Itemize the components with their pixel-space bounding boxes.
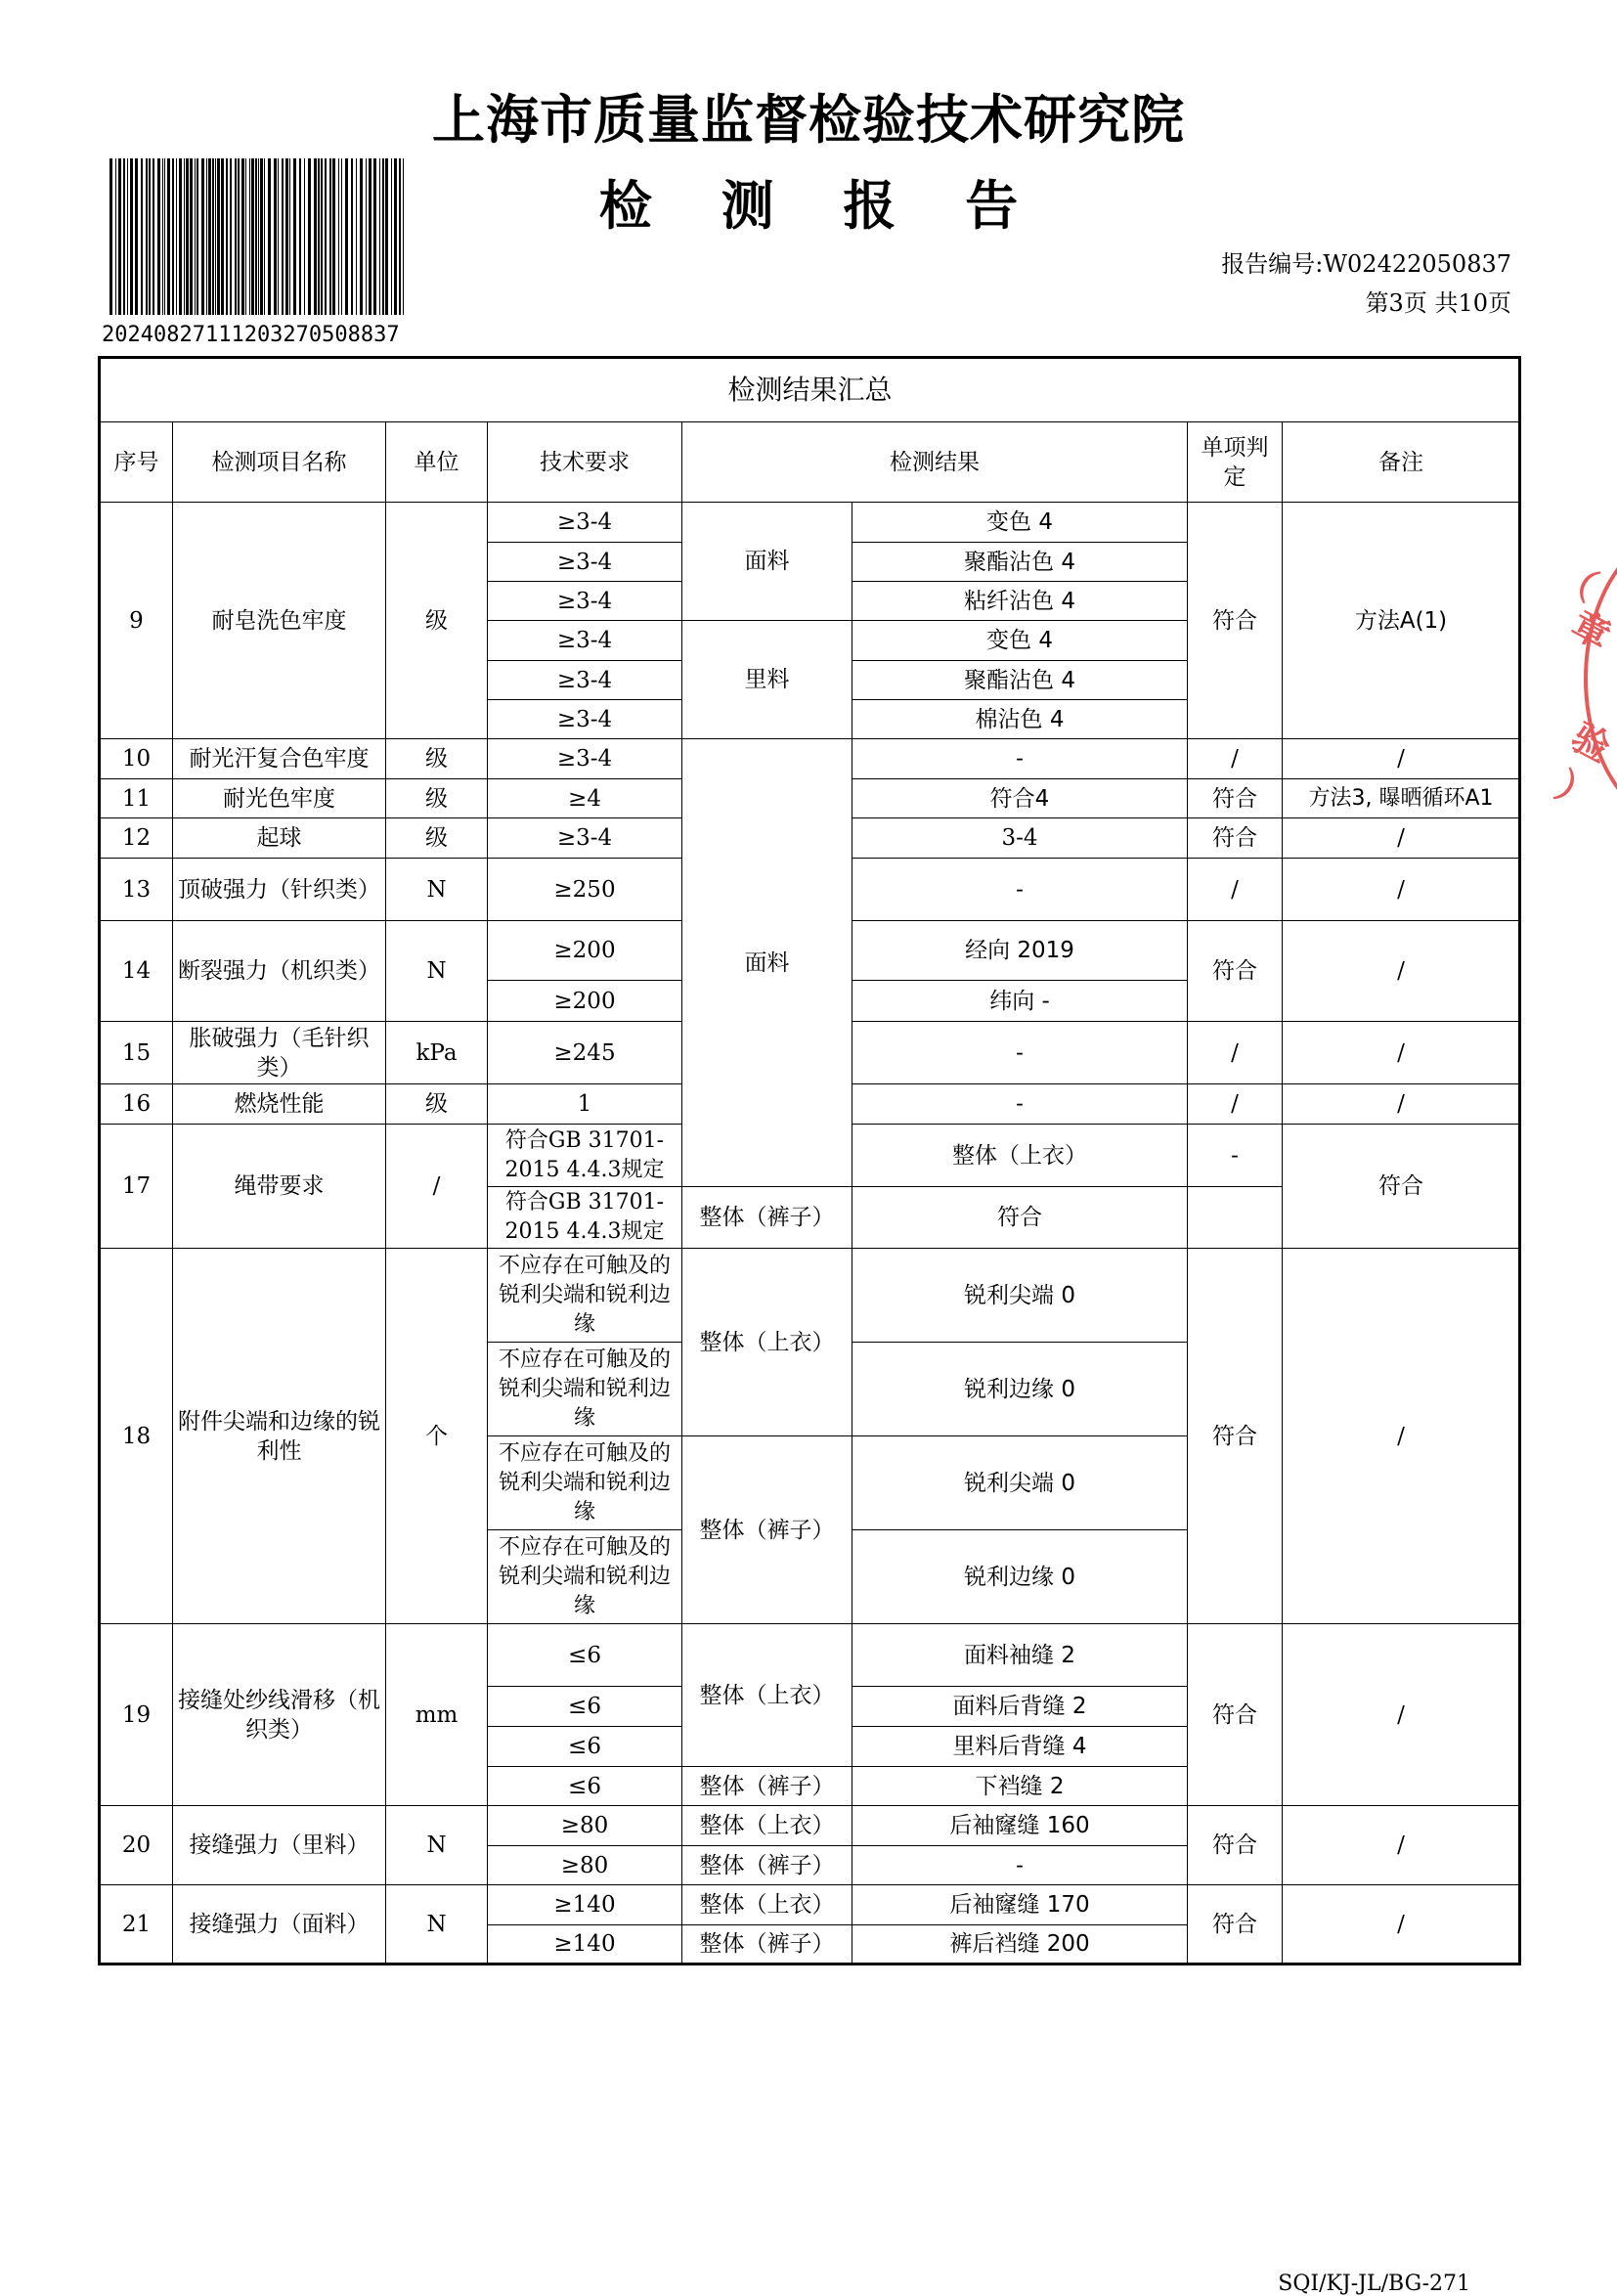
row-unit: 级 bbox=[386, 503, 488, 739]
row-part: 整体（上衣） bbox=[682, 1885, 852, 1925]
row-unit: N bbox=[386, 1885, 488, 1965]
row-result: 里料后背缝 4 bbox=[852, 1727, 1188, 1767]
row-result: - bbox=[852, 1022, 1188, 1084]
row-no: 14 bbox=[100, 921, 173, 1022]
row-result: 下裆缝 2 bbox=[852, 1767, 1188, 1806]
stamp-char: 验 bbox=[1564, 715, 1617, 771]
row-item: 断裂强力（机织类） bbox=[173, 921, 386, 1022]
row-result: 纬向 - bbox=[852, 981, 1188, 1022]
row-part: 整体（上衣） bbox=[682, 1624, 852, 1767]
row-requirement: ≥200 bbox=[488, 981, 682, 1022]
row-unit: 级 bbox=[386, 818, 488, 859]
row-item: 耐光色牢度 bbox=[173, 779, 386, 818]
row-part: 面料 bbox=[682, 503, 852, 621]
row-result: 锐利尖端 0 bbox=[852, 1436, 1188, 1530]
row-judgement: / bbox=[1188, 1084, 1283, 1125]
row-requirement: ≥200 bbox=[488, 921, 682, 981]
row-requirement: 不应存在可触及的锐利尖端和锐利边缘 bbox=[488, 1343, 682, 1436]
row-no: 21 bbox=[100, 1885, 173, 1965]
row-requirement: ≥3-4 bbox=[488, 503, 682, 543]
row-part: 整体（裤子） bbox=[682, 1767, 852, 1806]
row-no: 19 bbox=[100, 1624, 173, 1806]
row-item: 接缝处纱线滑移（机织类） bbox=[173, 1624, 386, 1806]
row-result: 锐利尖端 0 bbox=[852, 1249, 1188, 1343]
row-result: 聚酯沾色 4 bbox=[852, 661, 1188, 700]
results-table bbox=[98, 356, 1521, 1965]
row-result: 面料袖缝 2 bbox=[852, 1624, 1188, 1687]
row-result: 锐利边缘 0 bbox=[852, 1530, 1188, 1624]
row-requirement: 不应存在可触及的锐利尖端和锐利边缘 bbox=[488, 1530, 682, 1624]
row-judgement: / bbox=[1188, 1022, 1283, 1084]
row-result: - bbox=[852, 1846, 1188, 1885]
row-requirement: 符合GB 31701-2015 4.4.3规定 bbox=[488, 1187, 682, 1249]
row-unit: / bbox=[386, 1125, 488, 1249]
form-code: SQI/KJ-JL/BG-271 bbox=[1278, 2272, 1470, 2296]
row-requirement: ≥3-4 bbox=[488, 661, 682, 700]
row-remark: / bbox=[1283, 1806, 1520, 1885]
red-stamp-seal bbox=[1549, 528, 1617, 829]
row-requirement: ≤6 bbox=[488, 1767, 682, 1806]
row-result: 符合 bbox=[852, 1187, 1188, 1249]
row-no: 15 bbox=[100, 1022, 173, 1084]
row-requirement: ≥245 bbox=[488, 1022, 682, 1084]
row-result: 变色 4 bbox=[852, 503, 1188, 543]
row-unit: 级 bbox=[386, 739, 488, 779]
col-header-remark: 备注 bbox=[1283, 422, 1520, 503]
row-part: 整体（裤子） bbox=[682, 1846, 852, 1885]
page-info: 第3页 共10页 bbox=[1365, 289, 1511, 317]
stamp-char: 章 bbox=[1564, 602, 1617, 658]
row-result: - bbox=[852, 1084, 1188, 1125]
row-item: 燃烧性能 bbox=[173, 1084, 386, 1125]
row-unit: 级 bbox=[386, 1084, 488, 1125]
row-part-shared: 面料 bbox=[682, 739, 852, 1187]
row-result: - bbox=[852, 859, 1188, 921]
row-requirement: 1 bbox=[488, 1084, 682, 1125]
row-judgement: / bbox=[1188, 859, 1283, 921]
row-unit: mm bbox=[386, 1624, 488, 1806]
row-result: 面料后背缝 2 bbox=[852, 1687, 1188, 1727]
row-result: 符合4 bbox=[852, 779, 1188, 818]
row-part: 整体（裤子） bbox=[682, 1925, 852, 1965]
row-unit: 个 bbox=[386, 1249, 488, 1624]
row-judgement: 符合 bbox=[1188, 921, 1283, 1022]
row-item: 起球 bbox=[173, 818, 386, 859]
row-judgement: 符合 bbox=[1188, 1249, 1283, 1624]
row-requirement: 符合GB 31701-2015 4.4.3规定 bbox=[488, 1125, 682, 1187]
col-header-item: 检测项目名称 bbox=[173, 422, 386, 503]
col-header-unit: 单位 bbox=[386, 422, 488, 503]
row-unit: kPa bbox=[386, 1022, 488, 1084]
row-unit: N bbox=[386, 1806, 488, 1885]
row-result: 后袖窿缝 160 bbox=[852, 1806, 1188, 1846]
row-result: 锐利边缘 0 bbox=[852, 1343, 1188, 1436]
row-requirement: ≥140 bbox=[488, 1925, 682, 1965]
row-item: 耐皂洗色牢度 bbox=[173, 503, 386, 739]
row-judgement: 符合 bbox=[1188, 1806, 1283, 1885]
row-result: 后袖窿缝 170 bbox=[852, 1885, 1188, 1925]
row-result: 经向 2019 bbox=[852, 921, 1188, 981]
row-remark: / bbox=[1283, 1084, 1520, 1125]
row-no: 17 bbox=[100, 1125, 173, 1249]
row-requirement: ≥3-4 bbox=[488, 543, 682, 582]
row-result: 裤后裆缝 200 bbox=[852, 1925, 1188, 1965]
institute-name: 上海市质量监督检验技术研究院 bbox=[432, 89, 1185, 151]
col-header-result: 检测结果 bbox=[682, 422, 1188, 503]
row-requirement: ≤6 bbox=[488, 1624, 682, 1687]
row-judgement: 符合 bbox=[1188, 503, 1283, 739]
row-no: 12 bbox=[100, 818, 173, 859]
row-requirement: ≤6 bbox=[488, 1727, 682, 1767]
col-header-no: 序号 bbox=[100, 422, 173, 503]
row-item: 接缝强力（里料） bbox=[173, 1806, 386, 1885]
row-item: 绳带要求 bbox=[173, 1125, 386, 1249]
row-unit: N bbox=[386, 859, 488, 921]
row-judgement: / bbox=[1188, 739, 1283, 779]
row-part: 整体（上衣） bbox=[852, 1125, 1188, 1187]
row-part: 里料 bbox=[682, 621, 852, 739]
summary-title: 检测结果汇总 bbox=[100, 358, 1520, 422]
row-judgement: 符合 bbox=[1188, 779, 1283, 818]
row-requirement: ≥4 bbox=[488, 779, 682, 818]
row-remark: / bbox=[1283, 1022, 1520, 1084]
row-requirement: ≥3-4 bbox=[488, 582, 682, 621]
report-title: 检 测 报 告 bbox=[598, 175, 1044, 237]
row-requirement: ≥140 bbox=[488, 1885, 682, 1925]
row-item: 耐光汗复合色牢度 bbox=[173, 739, 386, 779]
barcode-number: 20240827111203270508837 bbox=[102, 323, 400, 347]
row-remark: / bbox=[1283, 921, 1520, 1022]
row-remark: 方法3, 曝晒循环A1 bbox=[1283, 779, 1520, 818]
row-result: 粘纤沾色 4 bbox=[852, 582, 1188, 621]
report-number: 报告编号:W02422050837 bbox=[1221, 250, 1511, 278]
row-judgement: 符合 bbox=[1188, 1885, 1283, 1965]
row-part: 整体（裤子） bbox=[682, 1187, 852, 1249]
row-no: 11 bbox=[100, 779, 173, 818]
row-no: 16 bbox=[100, 1084, 173, 1125]
row-requirement: ≥3-4 bbox=[488, 739, 682, 779]
row-judgement: 符合 bbox=[1188, 818, 1283, 859]
row-remark: / bbox=[1283, 1624, 1520, 1806]
row-item: 顶破强力（针织类） bbox=[173, 859, 386, 921]
row-no: 18 bbox=[100, 1249, 173, 1624]
row-requirement: ≥250 bbox=[488, 859, 682, 921]
row-judgement: 符合 bbox=[1188, 1624, 1283, 1806]
row-item: 胀破强力（毛针织类） bbox=[173, 1022, 386, 1084]
row-no: 13 bbox=[100, 859, 173, 921]
row-requirement: ≥80 bbox=[488, 1846, 682, 1885]
row-part: 整体（上衣） bbox=[682, 1806, 852, 1846]
row-no: 20 bbox=[100, 1806, 173, 1885]
stamp-char: ） bbox=[1549, 764, 1602, 819]
row-item: 接缝强力（面料） bbox=[173, 1885, 386, 1965]
row-requirement: ≥3-4 bbox=[488, 818, 682, 859]
row-result: 变色 4 bbox=[852, 621, 1188, 661]
row-no: 10 bbox=[100, 739, 173, 779]
row-requirement: ≥3-4 bbox=[488, 621, 682, 661]
row-remark: / bbox=[1283, 818, 1520, 859]
row-item: 附件尖端和边缘的锐利性 bbox=[173, 1249, 386, 1624]
stamp-char: （ bbox=[1551, 553, 1604, 609]
row-no: 9 bbox=[100, 503, 173, 739]
row-requirement: ≥80 bbox=[488, 1806, 682, 1846]
row-part: 整体（裤子） bbox=[682, 1436, 852, 1624]
row-result: 3-4 bbox=[852, 818, 1188, 859]
row-unit: 级 bbox=[386, 779, 488, 818]
row-remark: / bbox=[1283, 859, 1520, 921]
row-requirement: 不应存在可触及的锐利尖端和锐利边缘 bbox=[488, 1436, 682, 1530]
row-part: 整体（上衣） bbox=[682, 1249, 852, 1436]
row-judgement: 符合 bbox=[1283, 1125, 1520, 1249]
row-remark: / bbox=[1283, 1249, 1520, 1624]
row-remark: / bbox=[1283, 739, 1520, 779]
col-header-requirement: 技术要求 bbox=[488, 422, 682, 503]
row-result: - bbox=[852, 739, 1188, 779]
row-requirement: 不应存在可触及的锐利尖端和锐利边缘 bbox=[488, 1249, 682, 1343]
row-requirement: ≥3-4 bbox=[488, 700, 682, 739]
row-requirement: ≤6 bbox=[488, 1687, 682, 1727]
row-remark: 方法A(1) bbox=[1283, 503, 1520, 739]
row-unit: N bbox=[386, 921, 488, 1022]
col-header-judgement: 单项判定 bbox=[1188, 422, 1283, 503]
row-result: 聚酯沾色 4 bbox=[852, 543, 1188, 582]
barcode bbox=[108, 158, 407, 315]
row-result: - bbox=[1188, 1125, 1283, 1187]
row-remark: / bbox=[1283, 1885, 1520, 1965]
row-result: 棉沾色 4 bbox=[852, 700, 1188, 739]
